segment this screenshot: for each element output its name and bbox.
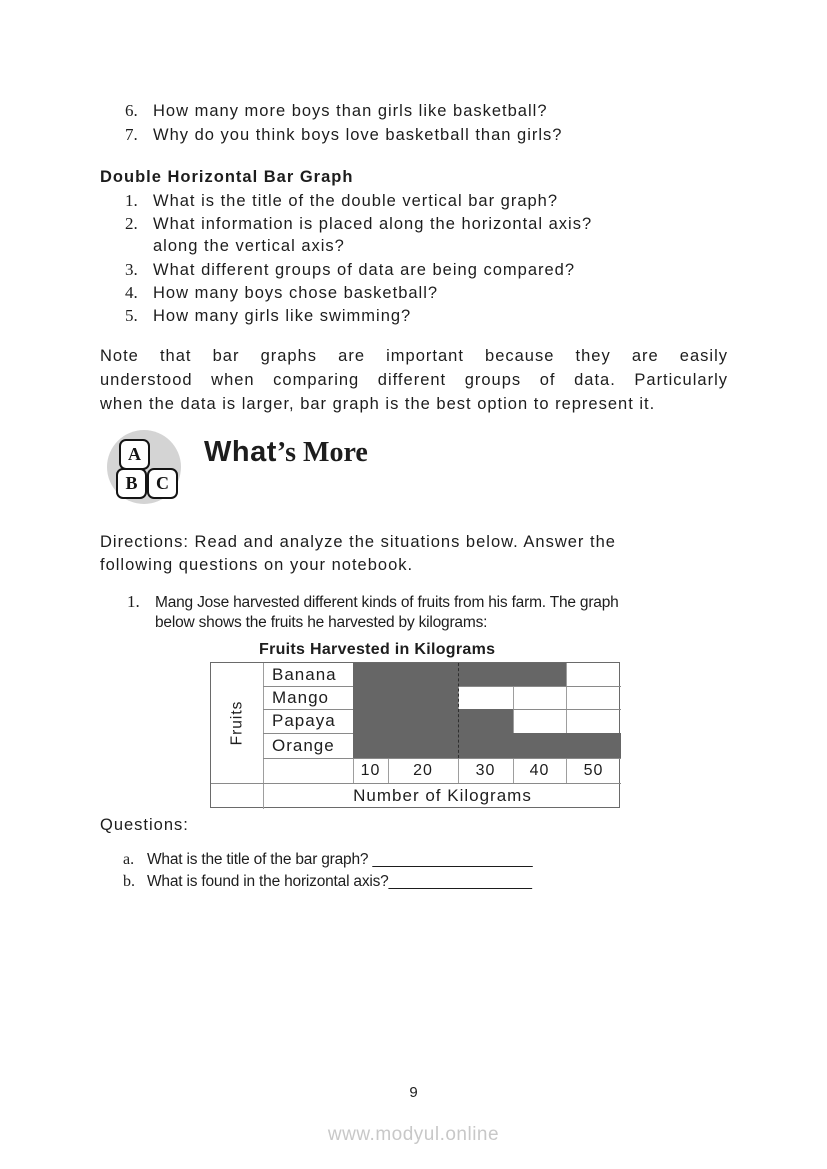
abc-blocks-icon	[107, 430, 181, 504]
list-text: How many more boys than girls like basketball?	[153, 102, 548, 120]
letter-block-a: A	[119, 439, 150, 470]
list-number: 5.	[125, 306, 138, 325]
letter-block-c: C	[147, 468, 178, 499]
site-watermark: www.modyul.online	[327, 1124, 500, 1145]
chart-x-axis-label: Number of Kilograms	[353, 786, 532, 805]
list-letter: b.	[123, 873, 135, 890]
problem-text-wrap: below shows the fruits he harvested by kilograms:	[155, 614, 488, 631]
list-item	[125, 283, 438, 303]
x-tick-label: 20	[413, 761, 433, 779]
chart-title: Fruits Harvested in Kilograms	[259, 641, 496, 658]
category-label: Mango	[272, 687, 329, 707]
directions-line: following questions on your notebook.	[100, 556, 414, 574]
list-text: What is the title of the double vertical bar graph?	[153, 192, 559, 210]
note-line: when the data is larger, bar graph is the best option to represent it.	[100, 395, 656, 413]
list-text: What information is placed along the horizontal axis?	[153, 215, 593, 233]
bar-mango	[353, 686, 458, 709]
list-number: 1.	[127, 592, 140, 611]
list-item	[125, 101, 548, 121]
questions-heading: Questions:	[100, 816, 189, 834]
page-number: 9	[409, 1084, 418, 1101]
fruits-bar-chart	[210, 662, 620, 808]
list-number: 4.	[125, 283, 138, 302]
section-heading: Double Horizontal Bar Graph	[100, 168, 354, 186]
category-label: Papaya	[272, 711, 336, 730]
list-letter: a.	[123, 851, 135, 868]
category-label: Orange	[272, 735, 335, 755]
dashed-gridline	[458, 663, 459, 758]
letter-block-b: B	[116, 468, 147, 499]
list-number: 3.	[125, 260, 138, 279]
whats-more-heading	[204, 436, 368, 469]
directions-line: Directions: Read and analyze the situations below. Answer the	[100, 533, 616, 551]
list-text: Why do you think boys love basketball than girls?	[153, 126, 563, 144]
list-number: 6.	[125, 101, 138, 120]
list-number: 2.	[125, 214, 138, 233]
problem-item	[127, 592, 619, 612]
chart-y-axis-label: Fruits	[228, 700, 245, 746]
list-item	[125, 260, 575, 280]
list-item	[125, 125, 562, 145]
answer-blank: _________________	[388, 873, 532, 890]
x-tick-label: 50	[583, 761, 604, 779]
heading-part-sans: What	[204, 436, 277, 468]
list-text: What different groups of data are being compared?	[153, 261, 576, 279]
list-text: How many girls like swimming?	[153, 307, 412, 325]
list-item	[125, 191, 558, 211]
heading-part-serif: ’s More	[276, 437, 368, 468]
note-line: understood when comparing different groups of data. Particularly	[100, 371, 728, 389]
question-text: What is found in the horizontal axis?	[147, 873, 389, 890]
problem-text: Mang Jose harvested different kinds of fruits from his farm. The graph	[155, 594, 619, 611]
question-item	[123, 873, 532, 891]
question-item	[123, 851, 532, 869]
bar-orange	[353, 733, 621, 758]
note-line: Note that bar graphs are important because they are easily	[100, 347, 728, 365]
question-text: What is the title of the bar graph?	[147, 851, 373, 868]
list-item	[125, 306, 411, 326]
list-number: 7.	[125, 125, 138, 144]
answer-blank: ___________________	[372, 851, 533, 868]
bar-papaya	[353, 709, 513, 733]
list-text: How many boys chose basketball?	[153, 284, 439, 302]
category-label: Banana	[272, 664, 337, 684]
x-tick-label: 30	[475, 761, 496, 779]
bar-banana	[353, 663, 566, 686]
x-tick-label: 10	[360, 761, 381, 779]
x-tick-label: 40	[529, 761, 550, 779]
list-item	[125, 214, 592, 234]
list-number: 1.	[125, 191, 138, 210]
list-item-wrap: along the vertical axis?	[153, 237, 345, 255]
